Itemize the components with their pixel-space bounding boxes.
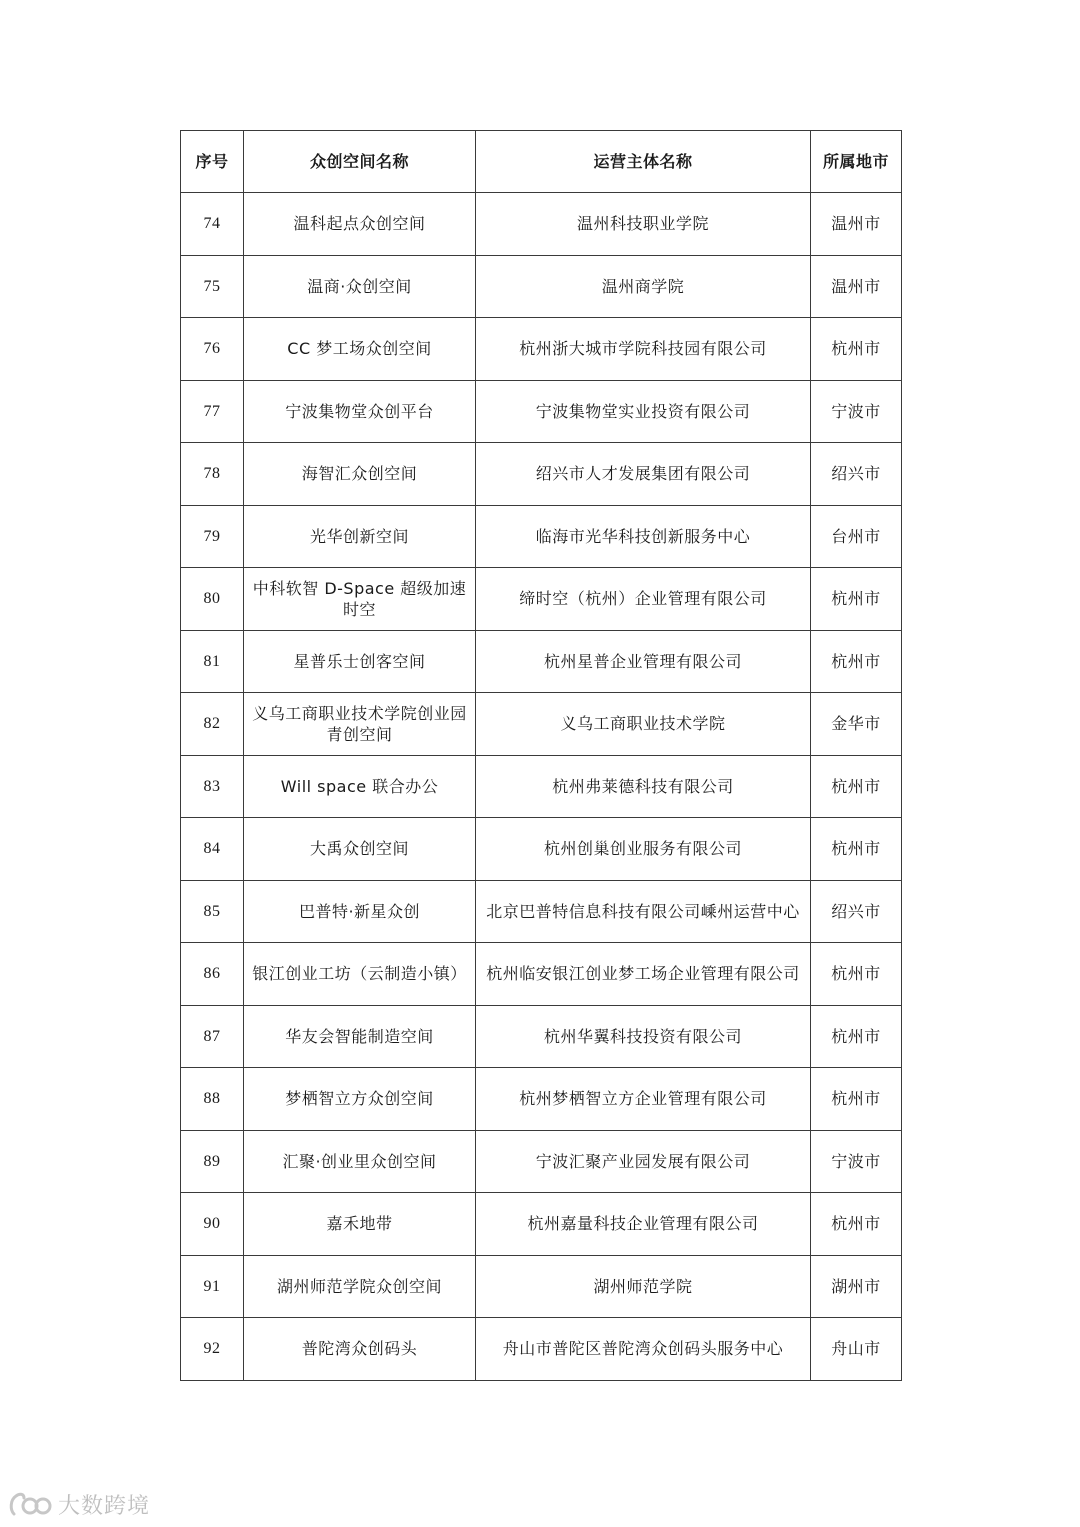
cell-operator-name: 湖州师范学院 bbox=[476, 1255, 811, 1318]
cell-space-name: 宁波集物堂众创平台 bbox=[244, 380, 476, 443]
cell-space-name: 中科软智 D-Space 超级加速时空 bbox=[244, 568, 476, 631]
cell-serial: 74 bbox=[181, 193, 244, 256]
cell-space-name: 义乌工商职业技术学院创业园青创空间 bbox=[244, 693, 476, 756]
cell-operator-name: 舟山市普陀区普陀湾众创码头服务中心 bbox=[476, 1318, 811, 1381]
table-row bbox=[181, 818, 902, 881]
cell-city: 舟山市 bbox=[811, 1318, 902, 1381]
cell-city: 温州市 bbox=[811, 193, 902, 256]
table-row bbox=[181, 443, 902, 506]
cell-space-name: 温科起点众创空间 bbox=[244, 193, 476, 256]
table-row bbox=[181, 880, 902, 943]
cell-serial: 89 bbox=[181, 1130, 244, 1193]
cell-space-name: CC 梦工场众创空间 bbox=[244, 318, 476, 381]
cell-city: 金华市 bbox=[811, 693, 902, 756]
table-row bbox=[181, 318, 902, 381]
cell-operator-name: 杭州临安银江创业梦工场企业管理有限公司 bbox=[476, 943, 811, 1006]
table-row bbox=[181, 1068, 902, 1131]
cell-serial: 87 bbox=[181, 1005, 244, 1068]
table-row bbox=[181, 568, 902, 631]
cell-operator-name: 义乌工商职业技术学院 bbox=[476, 693, 811, 756]
cell-city: 杭州市 bbox=[811, 630, 902, 693]
cell-city: 杭州市 bbox=[811, 943, 902, 1006]
table-row bbox=[181, 1318, 902, 1381]
cell-operator-name: 北京巴普特信息科技有限公司嵊州运营中心 bbox=[476, 880, 811, 943]
header-operator-name: 运营主体名称 bbox=[476, 131, 811, 193]
cell-serial: 90 bbox=[181, 1193, 244, 1256]
header-serial: 序号 bbox=[181, 131, 244, 193]
cell-operator-name: 温州商学院 bbox=[476, 255, 811, 318]
cell-serial: 81 bbox=[181, 630, 244, 693]
cell-city: 杭州市 bbox=[811, 1005, 902, 1068]
cell-city: 绍兴市 bbox=[811, 880, 902, 943]
cell-serial: 92 bbox=[181, 1318, 244, 1381]
cell-space-name: 星普乐士创客空间 bbox=[244, 630, 476, 693]
cell-space-name: 普陀湾众创码头 bbox=[244, 1318, 476, 1381]
cell-operator-name: 杭州浙大城市学院科技园有限公司 bbox=[476, 318, 811, 381]
cell-city: 杭州市 bbox=[811, 1068, 902, 1131]
cell-serial: 77 bbox=[181, 380, 244, 443]
cell-space-name: 嘉禾地带 bbox=[244, 1193, 476, 1256]
cell-city: 宁波市 bbox=[811, 380, 902, 443]
cell-space-name: 巴普特·新星众创 bbox=[244, 880, 476, 943]
header-space-name: 众创空间名称 bbox=[244, 131, 476, 193]
cell-serial: 84 bbox=[181, 818, 244, 881]
cell-operator-name: 杭州星普企业管理有限公司 bbox=[476, 630, 811, 693]
cell-serial: 78 bbox=[181, 443, 244, 506]
cell-operator-name: 杭州华翼科技投资有限公司 bbox=[476, 1005, 811, 1068]
cell-city: 杭州市 bbox=[811, 755, 902, 818]
header-city: 所属地市 bbox=[811, 131, 902, 193]
cell-space-name: 汇聚·创业里众创空间 bbox=[244, 1130, 476, 1193]
table-row bbox=[181, 1193, 902, 1256]
cell-serial: 83 bbox=[181, 755, 244, 818]
cell-operator-name: 缔时空（杭州）企业管理有限公司 bbox=[476, 568, 811, 631]
table-row bbox=[181, 193, 902, 256]
cell-city: 温州市 bbox=[811, 255, 902, 318]
cell-serial: 88 bbox=[181, 1068, 244, 1131]
cell-city: 台州市 bbox=[811, 505, 902, 568]
cell-serial: 75 bbox=[181, 255, 244, 318]
cell-space-name: 大禹众创空间 bbox=[244, 818, 476, 881]
watermark-text: 大数跨境 bbox=[58, 1494, 151, 1519]
cell-serial: 79 bbox=[181, 505, 244, 568]
table-header-row bbox=[181, 131, 902, 193]
table-row bbox=[181, 1005, 902, 1068]
table-row bbox=[181, 505, 902, 568]
cell-operator-name: 温州科技职业学院 bbox=[476, 193, 811, 256]
cell-operator-name: 绍兴市人才发展集团有限公司 bbox=[476, 443, 811, 506]
cell-serial: 85 bbox=[181, 880, 244, 943]
cell-city: 杭州市 bbox=[811, 1193, 902, 1256]
watermark bbox=[8, 1489, 150, 1520]
cell-operator-name: 临海市光华科技创新服务中心 bbox=[476, 505, 811, 568]
table-row bbox=[181, 380, 902, 443]
cell-operator-name: 杭州创巢创业服务有限公司 bbox=[476, 818, 811, 881]
cell-space-name: 光华创新空间 bbox=[244, 505, 476, 568]
cell-serial: 91 bbox=[181, 1255, 244, 1318]
cell-operator-name: 杭州嘉量科技企业管理有限公司 bbox=[476, 1193, 811, 1256]
cell-serial: 80 bbox=[181, 568, 244, 631]
maker-space-table bbox=[180, 130, 902, 1381]
cell-space-name: 华友会智能制造空间 bbox=[244, 1005, 476, 1068]
cell-serial: 76 bbox=[181, 318, 244, 381]
table-row bbox=[181, 755, 902, 818]
cell-operator-name: 杭州梦栖智立方企业管理有限公司 bbox=[476, 1068, 811, 1131]
table-row bbox=[181, 630, 902, 693]
cell-city: 杭州市 bbox=[811, 568, 902, 631]
cell-serial: 82 bbox=[181, 693, 244, 756]
table-row bbox=[181, 693, 902, 756]
cell-space-name: 银江创业工坊（云制造小镇） bbox=[244, 943, 476, 1006]
cell-space-name: 梦栖智立方众创空间 bbox=[244, 1068, 476, 1131]
cell-operator-name: 宁波汇聚产业园发展有限公司 bbox=[476, 1130, 811, 1193]
table-row bbox=[181, 1130, 902, 1193]
cell-city: 杭州市 bbox=[811, 818, 902, 881]
cell-serial: 86 bbox=[181, 943, 244, 1006]
table-row bbox=[181, 1255, 902, 1318]
table-body bbox=[181, 193, 902, 1381]
dashuju-logo-icon bbox=[8, 1490, 52, 1520]
cell-city: 绍兴市 bbox=[811, 443, 902, 506]
cell-operator-name: 杭州弗莱德科技有限公司 bbox=[476, 755, 811, 818]
cell-city: 宁波市 bbox=[811, 1130, 902, 1193]
cell-space-name: Will space 联合办公 bbox=[244, 755, 476, 818]
cell-city: 湖州市 bbox=[811, 1255, 902, 1318]
table-row bbox=[181, 255, 902, 318]
cell-space-name: 温商·众创空间 bbox=[244, 255, 476, 318]
cell-space-name: 湖州师范学院众创空间 bbox=[244, 1255, 476, 1318]
cell-space-name: 海智汇众创空间 bbox=[244, 443, 476, 506]
cell-operator-name: 宁波集物堂实业投资有限公司 bbox=[476, 380, 811, 443]
table-row bbox=[181, 943, 902, 1006]
cell-city: 杭州市 bbox=[811, 318, 902, 381]
